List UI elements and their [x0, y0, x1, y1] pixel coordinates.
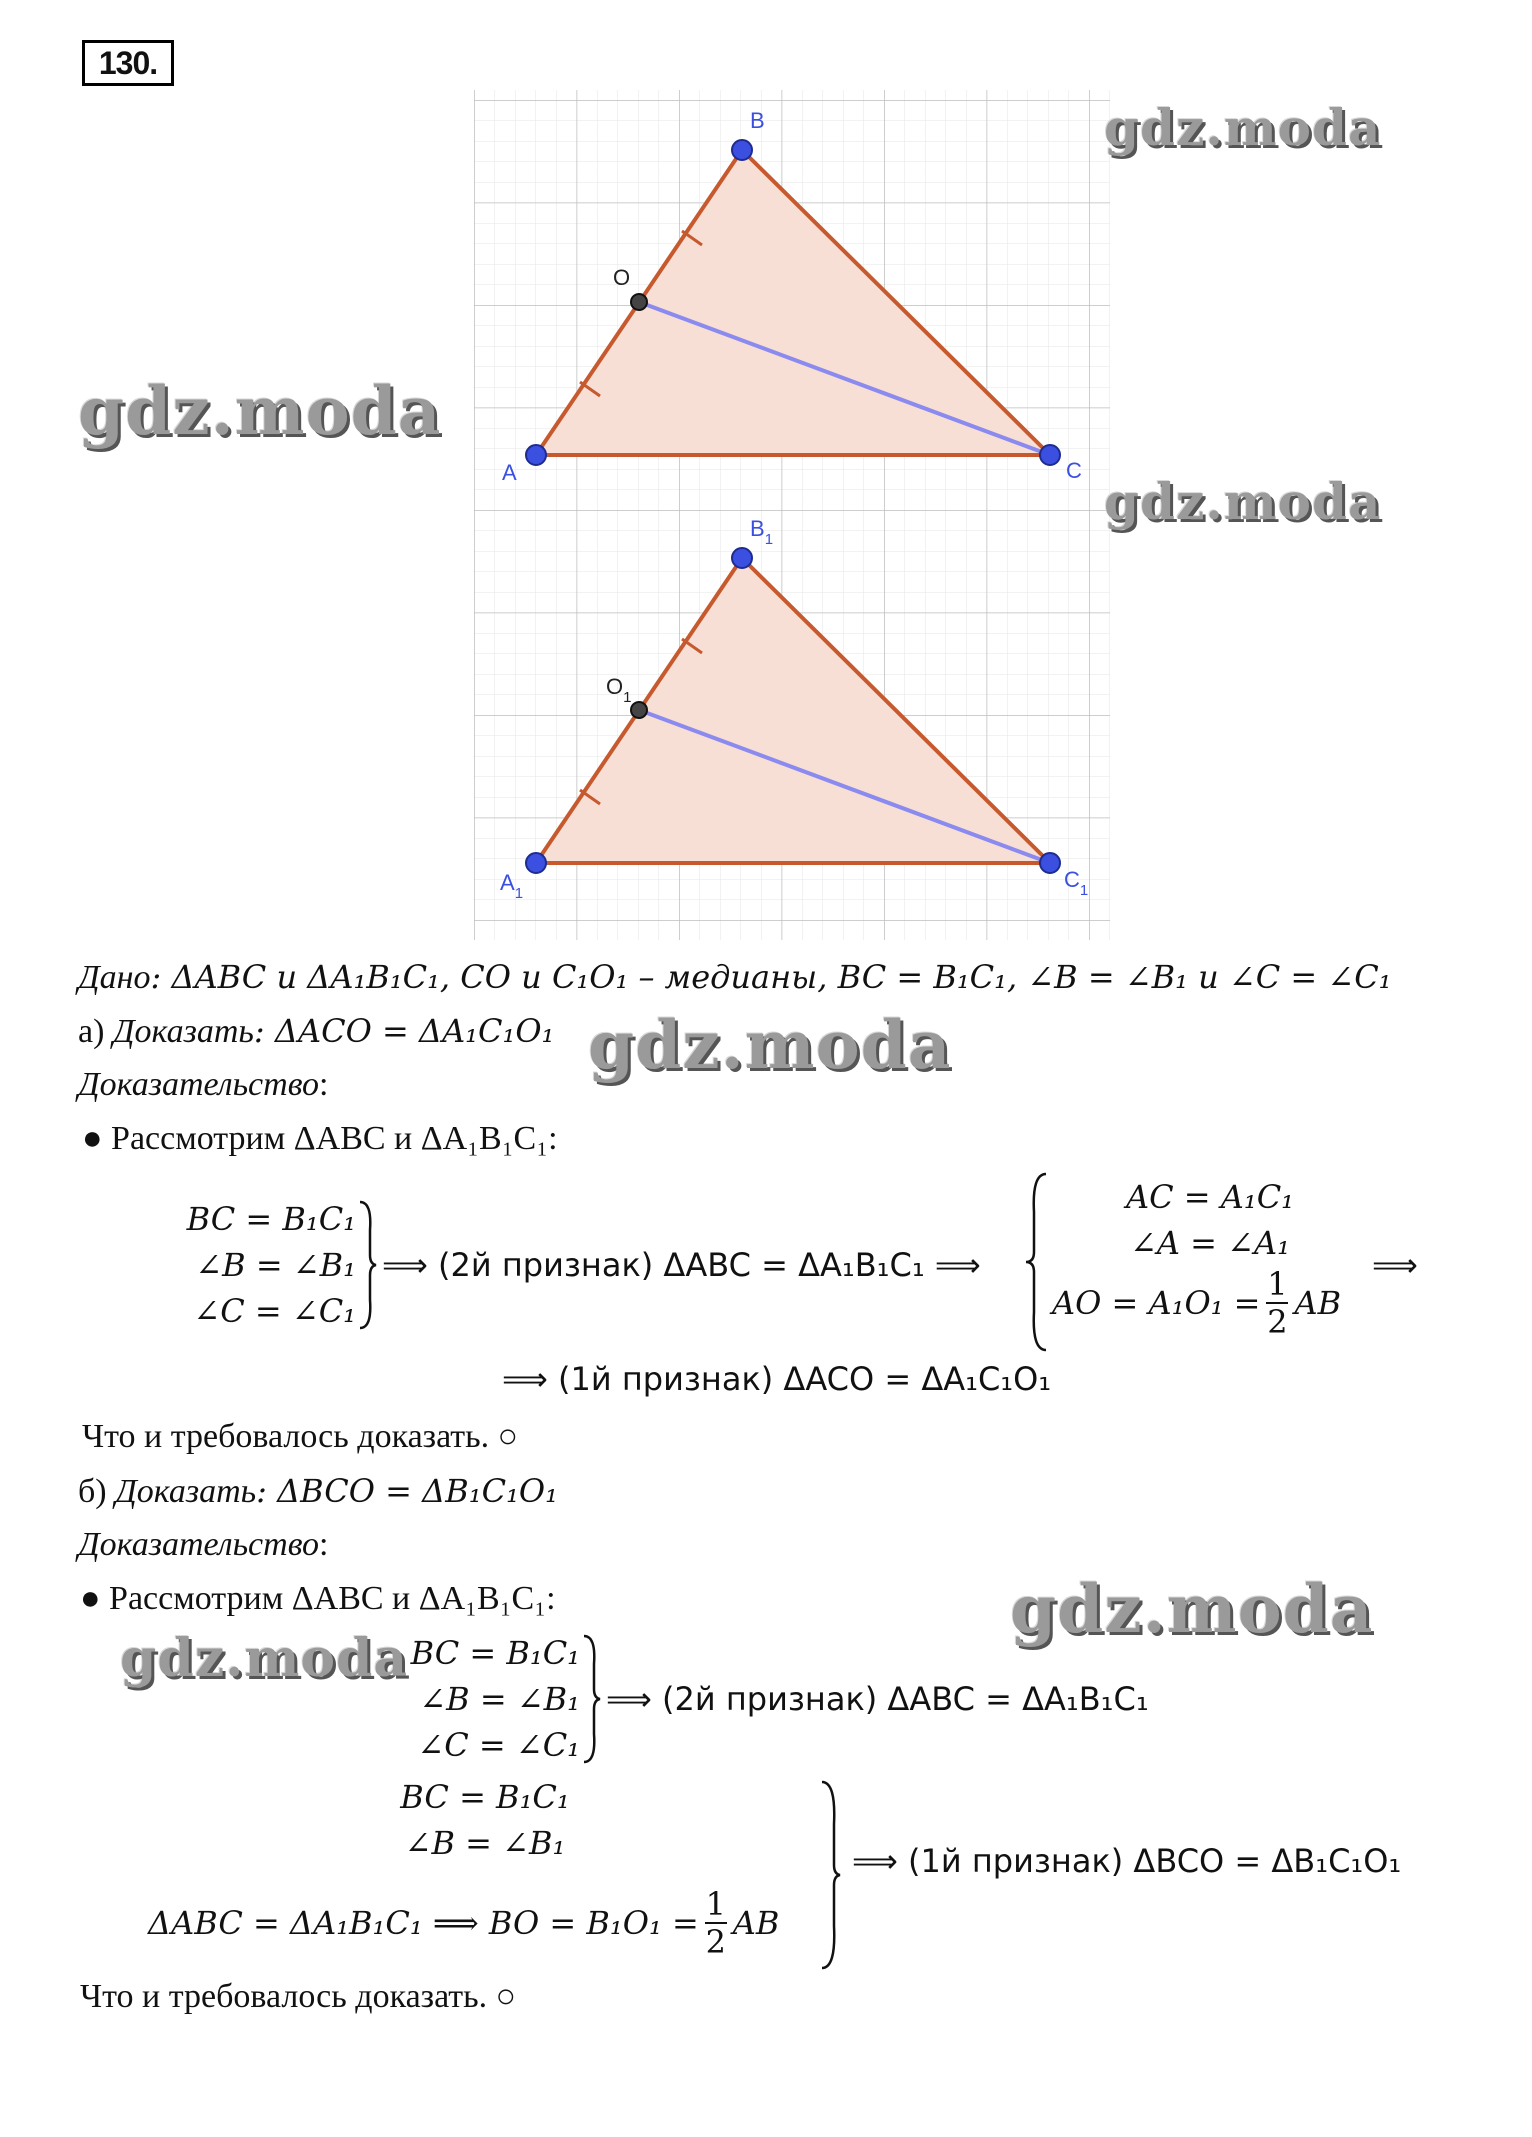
part-b-header [78, 1472, 558, 1511]
point-a1 [526, 853, 546, 873]
label-c1: $C_1$ [1064, 867, 1089, 899]
point-o1 [631, 702, 647, 718]
part-a-prove-label: Доказать [112, 1013, 254, 1050]
part-b-conclusion: ⟹ (1й признак) ΔBCO = ΔB₁C₁O₁ [852, 1842, 1402, 1880]
watermark: gdz.moda [120, 1628, 409, 1689]
label-o1: $O_1$ [606, 674, 632, 706]
part-b-claim: : ΔBCO = ΔB₁C₁O₁ [256, 1472, 558, 1510]
part-a-proof-label: Доказательство: [78, 1066, 329, 1103]
part-a-half-fraction: $\frac{1}{2}$ [1267, 1265, 1288, 1341]
label-a1: $A_1$ [500, 870, 524, 902]
watermark: gdz.moda [1010, 1570, 1374, 1648]
part-b-cond-1: BC = B₁C₁ [410, 1634, 580, 1672]
label-o: O [613, 265, 631, 290]
part-b-c2-3: ΔABC = ΔA₁B₁C₁ ⟹ BO = B₁O₁ = $\frac{1}{2}$ AB [148, 1885, 780, 1961]
watermark: gdz.moda [588, 1006, 952, 1084]
point-b1 [732, 548, 752, 568]
part-b-brace-right-2 [820, 1780, 842, 1970]
point-a [526, 445, 546, 465]
part-a-brace-left [1024, 1172, 1050, 1352]
part-a-prefix: а) [78, 1013, 105, 1050]
part-b-prove-label: Доказать [115, 1473, 257, 1510]
given-text: : ΔABC и ΔA₁B₁C₁, CO и C₁O₁ – медианы, BC = B₁C₁, ∠B = ∠B₁ и ∠C = ∠C₁ [150, 958, 1392, 996]
part-a-conclusion: ⟹ (1й признак) ΔACO = ΔA₁C₁O₁ [502, 1360, 1052, 1398]
part-b-c2-1: BC = B₁C₁ [400, 1778, 570, 1816]
label-a: A [502, 460, 517, 485]
part-b-cond-3: ∠C = ∠C₁ [417, 1726, 580, 1764]
part-b-conditions-2 [390, 1774, 580, 1866]
part-a-cond-2: ∠B = ∠B₁ [195, 1246, 356, 1284]
part-a-res-1: AC = A₁C₁ [1126, 1178, 1294, 1216]
part-b-c2-2: ∠B = ∠B₁ [404, 1824, 566, 1862]
watermark: gdz.moda [1104, 472, 1382, 531]
part-b-implies-1: ⟹ (2й признак) ΔABC = ΔA₁B₁C₁ [606, 1680, 1149, 1718]
point-c [1040, 445, 1060, 465]
part-a-conditions [176, 1196, 356, 1334]
part-b-proof-label: Доказательство: [78, 1526, 329, 1563]
label-b: B [750, 108, 765, 133]
watermark: gdz.moda [78, 372, 442, 450]
part-b-brace-right-1 [582, 1634, 602, 1764]
label-b1: $B_1$ [750, 516, 774, 548]
part-b-prefix: б) [78, 1473, 107, 1510]
part-a-claim: : ΔACO = ΔA₁C₁O₁ [253, 1012, 555, 1050]
part-a-qed: Что и требовалось доказать. ○ [82, 1418, 519, 1455]
part-b-consider: ● Рассмотрим ΔABC и ΔA₁B₁C₁: [80, 1580, 556, 1617]
part-b-qed: Что и требовалось доказать. ○ [80, 1978, 517, 2015]
problem-number: 130. [82, 40, 174, 86]
triangles-figure [460, 90, 1140, 950]
watermark: gdz.moda [1104, 98, 1382, 157]
part-a-implies-1: ⟹ (2й признак) ΔABC = ΔA₁B₁C₁ ⟹ [382, 1246, 981, 1284]
point-o [631, 294, 647, 310]
part-a-res-2: ∠A = ∠A₁ [1130, 1224, 1290, 1262]
part-a-results [1060, 1174, 1360, 1266]
point-c1 [1040, 853, 1060, 873]
given-line [78, 958, 1392, 997]
part-a-header [78, 1012, 554, 1051]
part-a-brace-right [358, 1200, 378, 1330]
point-b [732, 140, 752, 160]
part-b-conditions [400, 1630, 580, 1768]
part-a-cond-1: BC = B₁C₁ [186, 1200, 356, 1238]
part-b-half-fraction: $\frac{1}{2}$ [705, 1885, 726, 1961]
label-c: C [1066, 458, 1082, 483]
part-a-implies-2: ⟹ [1372, 1246, 1418, 1284]
part-a-res-3: AO = A₁O₁ = $\frac{1}{2}$ AB [1052, 1265, 1342, 1341]
part-b-cond-2: ∠B = ∠B₁ [419, 1680, 580, 1718]
part-a-consider: ● Рассмотрим ΔABC и ΔA₁B₁C₁: [82, 1120, 558, 1157]
part-a-cond-3: ∠C = ∠C₁ [193, 1292, 356, 1330]
given-label: Дано [78, 959, 151, 996]
